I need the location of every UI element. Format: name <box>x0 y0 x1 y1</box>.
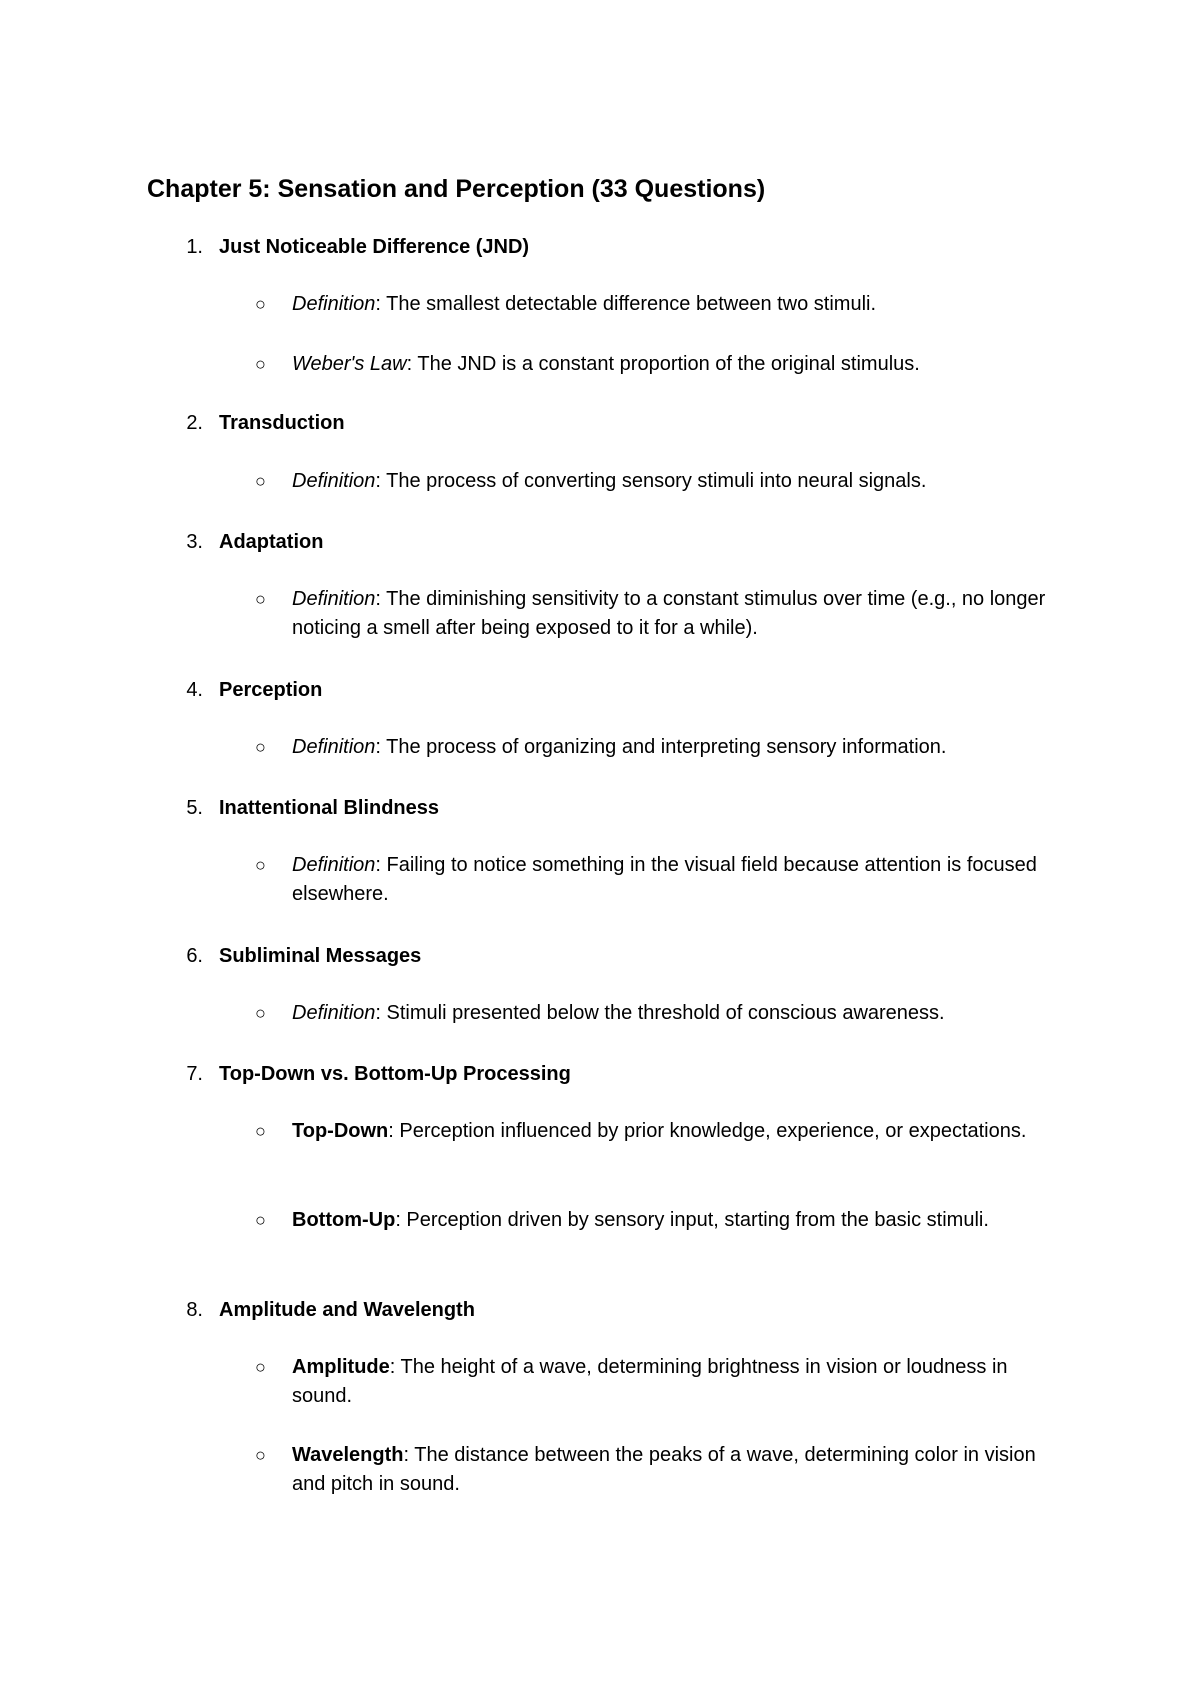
list-item-title: Inattentional Blindness <box>219 797 440 819</box>
list-item-title: Perception <box>219 679 323 701</box>
list-item-number: 5. <box>186 797 203 819</box>
term-description: : Failing to notice something in the visual field because attention is focused elsewhere. <box>292 854 1037 905</box>
circle-bullet-icon: ○ <box>255 855 266 875</box>
circle-bullet-icon: ○ <box>255 737 266 757</box>
list-item-number: 2. <box>186 412 203 434</box>
term-description: : The smallest detectable difference between two stimuli. <box>375 293 877 315</box>
term-label: Bottom-Up <box>292 1209 396 1231</box>
list-item-number: 8. <box>186 1299 203 1321</box>
term-description: : The distance between the peaks of a wave, determining color in vision and pitch in sound. <box>292 1444 1036 1495</box>
term-label: Definition <box>292 470 376 492</box>
list-item-header <box>0 1295 1200 1325</box>
circle-bullet-icon: ○ <box>255 354 266 374</box>
circle-bullet-icon: ○ <box>255 1121 266 1141</box>
term-description: : Perception driven by sensory input, starting from the basic stimuli. <box>395 1209 989 1231</box>
list-item-header <box>0 232 1200 262</box>
list-item-header <box>0 941 1200 971</box>
chapter-title: Chapter 5: Sensation and Perception (33 Questions) <box>147 175 766 203</box>
term-label: Definition <box>292 293 376 315</box>
circle-bullet-icon: ○ <box>255 294 266 314</box>
term-label: Definition <box>292 854 376 876</box>
term-label: Wavelength <box>292 1444 404 1466</box>
term-label: Weber's Law <box>292 353 407 375</box>
list-item-header <box>0 408 1200 438</box>
term-label: Definition <box>292 1002 376 1024</box>
list-item-title: Amplitude and Wavelength <box>219 1299 475 1321</box>
circle-bullet-icon: ○ <box>255 1003 266 1023</box>
list-item-title: Just Noticeable Difference (JND) <box>219 236 530 258</box>
list-item-number: 3. <box>186 531 203 553</box>
list-item-number: 1. <box>186 236 203 258</box>
list-item-number: 4. <box>186 679 203 701</box>
circle-bullet-icon: ○ <box>255 471 266 491</box>
list-item-header <box>0 1059 1200 1089</box>
term-label: Amplitude <box>292 1356 390 1378</box>
list-item-title: Adaptation <box>219 531 324 553</box>
term-label: Definition <box>292 736 376 758</box>
circle-bullet-icon: ○ <box>255 1445 266 1465</box>
list-item-header <box>0 675 1200 705</box>
term-description: : The height of a wave, determining brightness in vision or loudness in sound. <box>292 1356 1008 1407</box>
circle-bullet-icon: ○ <box>255 1210 266 1230</box>
circle-bullet-icon: ○ <box>255 1357 266 1377</box>
circle-bullet-icon: ○ <box>255 589 266 609</box>
term-description: : Stimuli presented below the threshold of conscious awareness. <box>375 1002 945 1024</box>
term-description: : Perception influenced by prior knowledge, experience, or expectations. <box>388 1120 1027 1142</box>
term-description: : The process of organizing and interpreting sensory information. <box>375 736 947 758</box>
list-item-title: Subliminal Messages <box>219 945 422 967</box>
list-item-header <box>0 527 1200 557</box>
term-label: Definition <box>292 588 376 610</box>
list-item-number: 7. <box>186 1063 203 1085</box>
list-item-title: Top-Down vs. Bottom-Up Processing <box>219 1063 571 1085</box>
term-description: : The diminishing sensitivity to a constant stimulus over time (e.g., no longer noticing a smell after being exposed to it for a while). <box>292 588 1046 639</box>
list-item-header <box>0 793 1200 823</box>
list-item-number: 6. <box>186 945 203 967</box>
list-item-title: Transduction <box>219 412 345 434</box>
term-description: : The process of converting sensory stimuli into neural signals. <box>375 470 927 492</box>
term-description: : The JND is a constant proportion of the original stimulus. <box>406 353 920 375</box>
term-label: Top-Down <box>292 1120 389 1142</box>
